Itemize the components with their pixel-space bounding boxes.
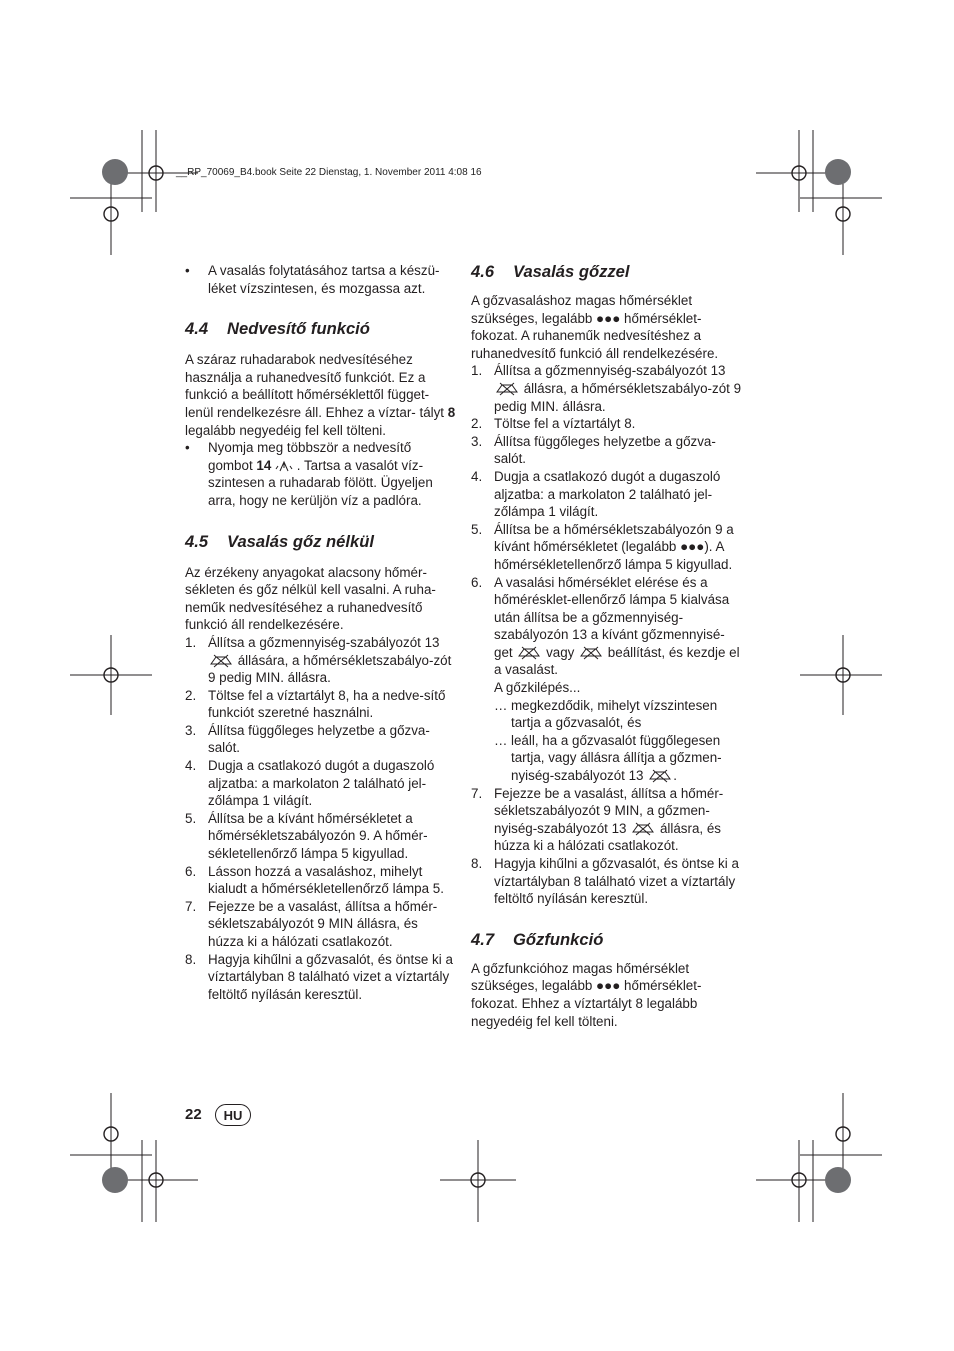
bullet-text: A vasalás folytatásához tartsa a készü- léket vízszintesen, és mozgassa azt. bbox=[208, 263, 440, 296]
list-item bbox=[185, 687, 457, 722]
item-text: Hagyja kihűlni a gőzvasalót, és öntse ki a víztartályban 8 található vizet a víztartály feltöltő nyílásán keresztül. bbox=[494, 856, 739, 907]
numbered-list bbox=[185, 634, 457, 1003]
item-text: Hagyja kihűlni a gőzvasalót, és öntse ki a víztartályban 8 található vizet a víztartály feltöltő nyílásán keresztül. bbox=[208, 951, 453, 1002]
item-text: beállítást, és kezdje el a vasalást. bbox=[494, 644, 740, 678]
item-text: Állítsa a gőzmennyiség-szabályozót 13 bbox=[208, 634, 440, 650]
page-header: __RP_70069_B4.book Seite 22 Dienstag, 1. November 2011 4:08 16 bbox=[176, 167, 482, 178]
list-item bbox=[185, 634, 457, 687]
section-heading-4-6: 4.6 Vasalás gőzzel bbox=[471, 262, 630, 281]
item-text: állásra, és húzza ki a hálózati csatlakozót. bbox=[494, 820, 721, 854]
item-number: 1. bbox=[185, 634, 197, 650]
item-number: 6. bbox=[185, 863, 197, 879]
paragraph: A száraz ruhadarabok nedvesítéséhez használja a ruhanedvesítő funkciót. Ez a funkció a beállított hőmérséklettől függet-lenül rendelkezésre áll. Ehhez a víztar- tályt 8 legalább negyedéig fel kell tölteni. bbox=[185, 352, 456, 438]
item-text: Állítsa be a hőmérsékletszabályozón 9 a kívánt hőmérsékletet (legalább ●●●). A hőmérsékletellenőrző lámpa 5 kigyullad. bbox=[494, 521, 734, 572]
list-item bbox=[185, 722, 457, 757]
item-text: Állítsa függőleges helyzetbe a gőzva-salót. bbox=[494, 433, 716, 467]
paragraph: A gőzfunkcióhoz magas hőmérséklet szükséges, legalább ●●● hőmérséklet-fokozat. Ehhez a víztartályt 8 legalább negyedéig fel kell tölteni. bbox=[471, 960, 702, 1029]
section-heading-4-7: 4.7 Gőzfunkció bbox=[471, 929, 604, 949]
item-number: 7. bbox=[185, 898, 197, 914]
item-number: 5. bbox=[471, 521, 483, 537]
spray-icon bbox=[275, 458, 293, 473]
page-number: 22 bbox=[185, 1106, 202, 1123]
item-number: 2. bbox=[471, 416, 483, 432]
item-text: Fejezze be a vasalást, állítsa a hőmér-sékletszabályozót 9 MIN állásra, és húzza ki a hálózati csatlakozót. bbox=[208, 898, 438, 949]
item-text: vagy bbox=[542, 644, 579, 660]
list-item: • A vasalás folytatásához tartsa a készü- léket vízszintesen, és mozgassa azt. bbox=[185, 263, 440, 296]
list-item bbox=[471, 855, 743, 908]
steam-setting-icon bbox=[208, 654, 234, 668]
item-text: A vasalási hőmérséklet elérése és a hőmérésklet-ellenőrző lámpa 5 kialvása után állítsa be a gőzmennyiség-szabályozón 13 a kívánt gőzmennyisé-get bbox=[494, 574, 730, 660]
steam-setting-icon bbox=[516, 646, 542, 660]
item-number: 7. bbox=[471, 785, 483, 801]
item-number: 5. bbox=[185, 810, 197, 826]
item-text: Lásson hozzá a vasaláshoz, mihelyt kialudt a hőmérsékletellenőrző lámpa 5. bbox=[208, 863, 444, 897]
item-number: 4. bbox=[471, 468, 483, 484]
item-text: állásra, a hőmérsékletszabályo-zót 9 pedig MIN. állásra. bbox=[494, 380, 742, 414]
steam-label: A gőzkilépés... bbox=[494, 680, 581, 696]
section-heading-4-5: 4.5 Vasalás gőz nélkül bbox=[185, 531, 374, 551]
item-number: 8. bbox=[185, 951, 197, 967]
numbered-list bbox=[471, 785, 743, 908]
item-text: Dugja a csatlakozó dugót a dugaszoló aljzatba: a markolaton 2 található jel-zőlámpa 1 világít. bbox=[208, 758, 435, 809]
list-item bbox=[471, 415, 743, 433]
item-text: állására, a hőmérsékletszabályo-zót 9 pedig MIN. állásra. bbox=[208, 652, 452, 686]
item-text: Állítsa be a kívánt hőmérsékletet a hőmérsékletszabályozón 9. A hőmér-sékletellenőrző lámpa 5 kigyullad. bbox=[208, 810, 428, 862]
item-text: Dugja a csatlakozó dugót a dugaszoló aljzatba: a markolaton 2 található jel-zőlámpa 1 világít. bbox=[494, 468, 721, 520]
list-item bbox=[185, 757, 457, 810]
list-item bbox=[185, 810, 457, 863]
list-item bbox=[185, 898, 457, 951]
item-text: Állítsa függőleges helyzetbe a gőzva-salót. bbox=[208, 722, 430, 756]
list-item: • Nyomja meg többször a nedvesítő gombot 14 . Tartsa a vasalót víz- szintesen a ruhadarab fölött. Ügyeljen arra, hogy ne kerüljön víz a padlóra. bbox=[185, 440, 433, 508]
sub-item: … leáll, ha a gőzvasalót függőlegesen tartja, vagy állásra állítja a gőzmen-nyiség-szabályozót 13 . bbox=[494, 732, 722, 784]
item-number: 6. bbox=[471, 574, 483, 590]
steam-setting-icon bbox=[494, 382, 520, 396]
item-number: 1. bbox=[471, 363, 483, 379]
item-number: 3. bbox=[471, 433, 483, 449]
list-item bbox=[471, 362, 743, 415]
list-item bbox=[185, 951, 457, 1004]
list-item bbox=[471, 433, 743, 468]
paragraph: Az érzékeny anyagokat alacsony hőmér-sékleten és gőz nélkül kell vasalni. A ruha-neműk nedvesítéséhez a ruhanedvesítő funkció áll rendelkezésére. bbox=[185, 564, 436, 633]
list-item bbox=[471, 785, 743, 855]
section-heading-4-4: 4.4 Nedvesítő funkció bbox=[185, 319, 370, 339]
language-badge: HU bbox=[215, 1104, 251, 1126]
steam-setting-icon bbox=[578, 646, 604, 660]
steam-setting-icon bbox=[647, 769, 673, 783]
list-item bbox=[185, 863, 457, 898]
steam-setting-icon bbox=[630, 822, 656, 836]
left-column bbox=[185, 262, 457, 1003]
item-text: Töltse fel a víztartályt 8, ha a nedve-sítő funkciót szeretné használni. bbox=[208, 687, 446, 721]
list-item bbox=[471, 521, 743, 574]
item-number: 3. bbox=[185, 722, 197, 738]
numbered-list bbox=[471, 362, 743, 784]
item-text: Állítsa a gőzmennyiség-szabályozót 13 bbox=[494, 363, 726, 379]
item-text: Fejezze be a vasalást, állítsa a hőmér-sékletszabályozót 9 MIN, a gőzmen-nyiség-szabályozót 13 bbox=[494, 785, 724, 836]
list-item bbox=[471, 574, 743, 680]
paragraph: A gőzvasaláshoz magas hőmérséklet szükséges, legalább ●●● hőmérséklet-fokozat. A ruhaneműk nedvesítéshez a ruhanedvesítő funkció áll rendelkezésére. bbox=[471, 293, 719, 361]
item-number: 2. bbox=[185, 687, 197, 703]
right-column bbox=[471, 262, 743, 1030]
sub-item: … megkezdődik, mihelyt vízszintesen tartja a gőzvasalót, és bbox=[494, 697, 718, 731]
item-number: 8. bbox=[471, 856, 483, 871]
item-text: Töltse fel a víztartályt 8. bbox=[494, 416, 636, 432]
list-item bbox=[471, 468, 743, 521]
item-number: 4. bbox=[185, 758, 197, 774]
